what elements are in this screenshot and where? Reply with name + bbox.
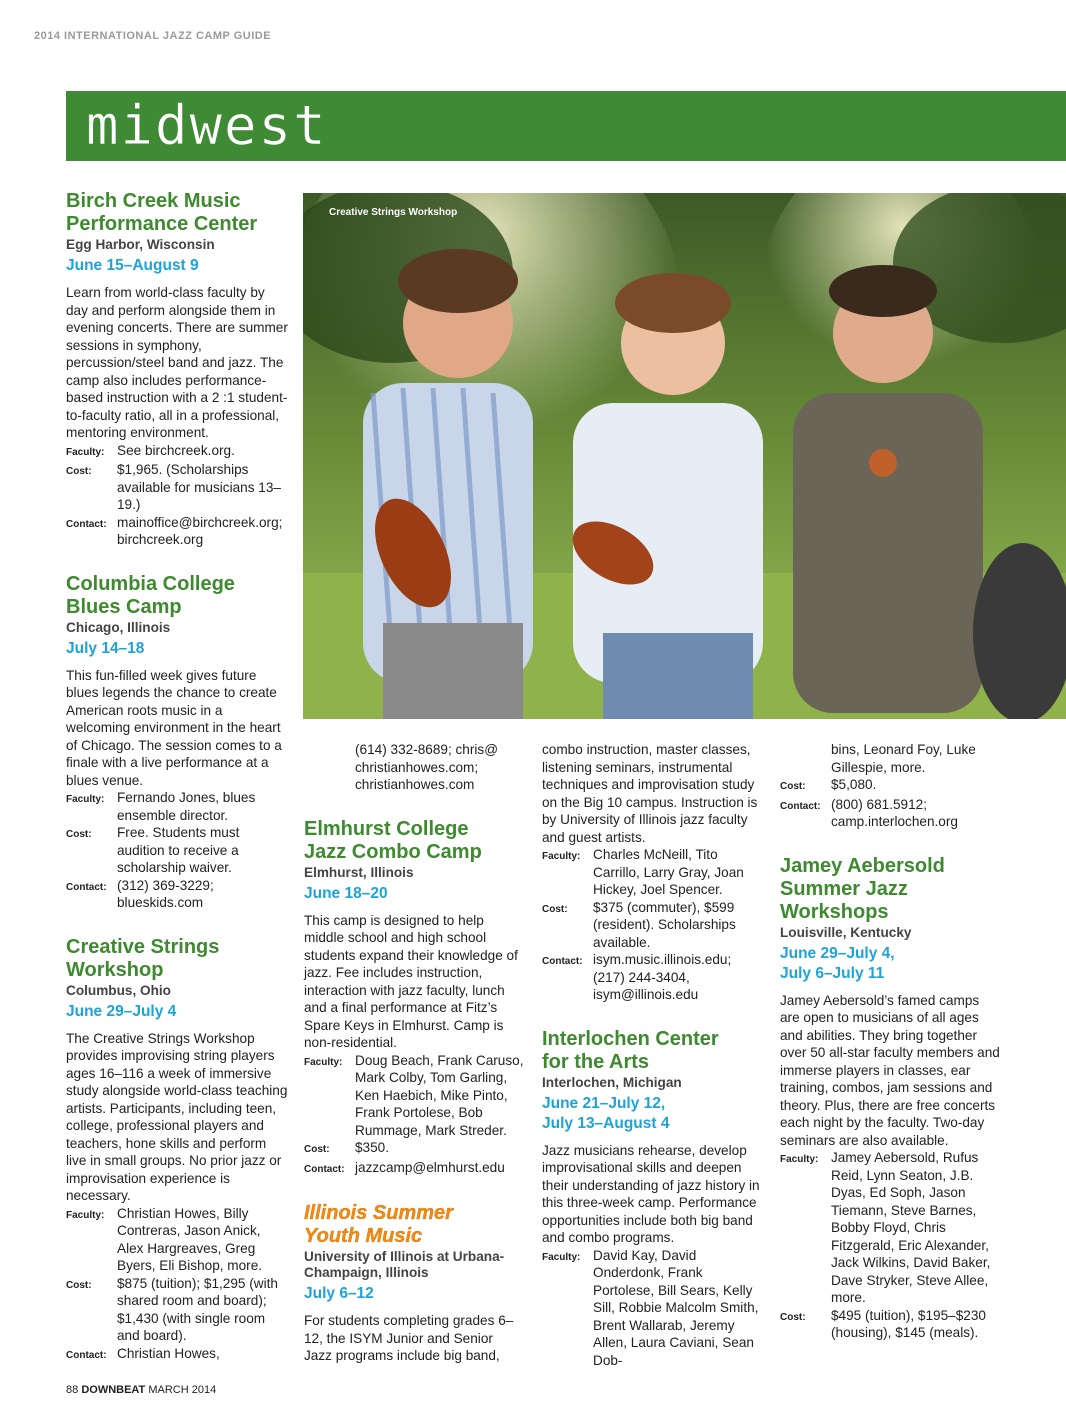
- contact-field: Contact: jazzcamp@elmhurst.edu: [304, 1159, 505, 1175]
- faculty-field: Faculty: See birchcreek.org.: [66, 442, 235, 458]
- faculty-field: Faculty: Christian Howes, Billy Contreras, Jason Anick, Alex Hargreaves, Greg Byers, Eli Bishop, more.: [66, 1205, 263, 1273]
- camp-location: Interlochen, Michigan: [542, 1074, 682, 1090]
- camp-entry-columbia: [66, 573, 288, 912]
- cost-field: Cost: $495 (tuition), $195–$230 (housing), $145 (meals).: [780, 1307, 986, 1340]
- faculty-field: Faculty: Fernando Jones, blues ensemble director.: [66, 790, 256, 823]
- camp-dates: June 18–20: [304, 884, 388, 902]
- camp-entry-interlochen: [542, 1028, 764, 1370]
- page-footer: [66, 1384, 216, 1396]
- cost-field: Cost: Free. Students must audition to receive a scholarship waiver.: [66, 825, 240, 875]
- camp-name: Jamey Aebersold Summer Jazz Workshops: [780, 854, 945, 923]
- camp-description: Learn from world-class faculty by day and perform alongside them in evening concerts. There are summer sessions in symphony, percussion/steel band and jazz. The camp also includes performance-based instruction with a 2 :1 student-to-faculty ratio, all in a professional, mentoring environment.: [66, 285, 288, 440]
- camp-name: Columbia College Blues Camp: [66, 572, 235, 618]
- camp-entry-elmhurst: [304, 818, 524, 1179]
- camp-entry-illinois: [304, 1202, 524, 1365]
- faculty-field: Faculty: Jamey Aebersold, Rufus Reid, Lynn Seaton, J.B. Dyas, Ed Soph, Jason Tiemann, Steve Barnes, Bobby Floyd, Chris Fitzgerald, Eric Alexander, Jack Wilkins, David Baker, Dave Stryker, Steve Allee, more.: [780, 1150, 991, 1305]
- cost-field: Cost: $5,080.: [780, 777, 877, 792]
- camp-name: Interlochen Center for the Arts: [542, 1027, 719, 1073]
- section-banner: [66, 91, 1066, 161]
- cost-field: Cost: $350.: [304, 1140, 390, 1155]
- camp-name: Birch Creek Music Performance Center: [66, 190, 258, 235]
- cost-field: Cost: $375 (commuter), $599 (resident). Scholarships available.: [542, 899, 736, 950]
- column-2: [304, 741, 524, 1365]
- camp-description: This fun-filled week gives future blues legends the chance to create American roots music in a welcoming environment in the heart of Chicago. The session comes to a finale with a live performance at a blues venue.: [66, 667, 282, 788]
- camp-location: Elmhurst, Illinois: [304, 864, 414, 880]
- camp-location: Egg Harbor, Wisconsin: [66, 237, 215, 252]
- camp-dates: June 21–July 12, July 13–August 4: [542, 1094, 670, 1132]
- faculty-field: Faculty: David Kay, David Onderdonk, Frank Portolese, Bill Sears, Kelly Sill, Robbie Malcolm Smith, Brent Wallarab, Jeremy Allen, Laura Caviani, Sean Dob-: [542, 1247, 759, 1368]
- faculty-continued: bins, Leonard Foy, Luke Gillespie, more.: [831, 742, 976, 775]
- contact-field: Contact: (312) 369-3229; blueskids.com: [66, 877, 214, 910]
- camp-location: Columbus, Ohio: [66, 982, 171, 998]
- description-continued: combo instruction, master classes, listening seminars, instrumental techniques and improvisation study on the Big 10 campus. Instruction is by University of Illinois jazz faculty and guest artists.: [542, 742, 758, 845]
- camp-entry-aebersold: [780, 855, 1002, 1342]
- cost-field: Cost: $875 (tuition); $1,295 (with shared room and board); $1,430 (with single room and board).: [66, 1275, 278, 1343]
- camp-location: University of Illinois at Urbana-Champaign, Illinois: [304, 1249, 505, 1280]
- column-4: [780, 741, 1002, 1342]
- camp-entry-birch-creek: [66, 190, 288, 549]
- column-3: [542, 741, 764, 1369]
- issue-date: MARCH 2014: [148, 1384, 217, 1396]
- feature-photo: [303, 193, 1066, 719]
- camp-description: For students completing grades 6–12, the ISYM Junior and Senior Jazz programs include big band,: [304, 1313, 514, 1363]
- faculty-field: Faculty: Charles McNeill, Tito Carrillo, Larry Gray, Joan Hickey, Joel Spencer.: [542, 847, 744, 897]
- running-head: 2014 INTERNATIONAL JAZZ CAMP GUIDE: [34, 30, 272, 42]
- camp-dates: June 15–August 9: [66, 257, 199, 274]
- faculty-field: Faculty: Doug Beach, Frank Caruso, Mark Colby, Tom Garling, Ken Haebich, Mike Pinto, Frank Portolese, Bob Rummage, Mark Streder.: [304, 1052, 524, 1138]
- contact-field: Contact: (800) 681.5912; camp.interlochen.org: [780, 796, 958, 829]
- camp-name: Creative Strings Workshop: [66, 935, 220, 981]
- camp-description: Jamey Aebersold’s famed camps are open to musicians of all ages and abilities. They bring together over 50 all-star faculty members and immerse players in classes, ear training, combos, jam sessions and theory. Plus, there are free concerts each night by the faculty. Two-day seminars are also available.: [780, 992, 1000, 1148]
- magazine-name: DOWNBEAT: [81, 1384, 146, 1396]
- photo-caption: Creative Strings Workshop: [329, 207, 458, 218]
- camp-description: Jazz musicians rehearse, develop improvisational skills and deepen their understanding of jazz history in this three-week camp. Performance opportunities include both big band and combo programs.: [542, 1142, 760, 1245]
- camp-description: This camp is designed to help middle school and high school students expand their knowledge of jazz. Fee includes instruction, interaction with jazz faculty, lunch and a final performance at Fitz’s Spare Keys in Elmhurst. Camp is non-residential.: [304, 912, 518, 1050]
- camp-name: Elmhurst College Jazz Combo Camp: [304, 817, 482, 863]
- camp-dates: July 6–12: [304, 1285, 374, 1302]
- cost-field: Cost: $1,965. (Scholarships available for musicians 13–19.): [66, 462, 281, 512]
- camp-dates: June 29–July 4, July 6–July 11: [780, 944, 895, 982]
- photo-illustration: [303, 193, 1066, 719]
- contact-field: Contact: isym.music.illinois.edu; (217) 244-3404, isym@illinois.edu: [542, 952, 732, 1002]
- section-title: midwest: [86, 94, 328, 157]
- camp-location: Chicago, Illinois: [66, 619, 171, 635]
- camp-dates: July 14–18: [66, 639, 145, 657]
- column-1: [66, 190, 288, 1364]
- camp-dates: June 29–July 4: [66, 1002, 177, 1020]
- camp-description: The Creative Strings Workshop provides improvising string players ages 16–116 a week of immersive study alongside world-class teaching artists. Participants, including teen, college, professional players and teachers, hone skills and perform live in small groups. No prior jazz or improvisation experience is necessary.: [66, 1030, 288, 1203]
- camp-entry-creative-strings: [66, 936, 288, 1365]
- page-number: 88: [66, 1384, 79, 1396]
- camp-location: Louisville, Kentucky: [780, 924, 912, 940]
- contact-field: Contact: Christian Howes,: [66, 1345, 220, 1361]
- contact-continued: (614) 332-8689; chris@ christianhowes.com; christianhowes.com: [355, 742, 499, 792]
- contact-field: Contact: mainoffice@birchcreek.org; birchcreek.org: [66, 514, 283, 547]
- camp-name: Illinois Summer Youth Music: [304, 1202, 453, 1247]
